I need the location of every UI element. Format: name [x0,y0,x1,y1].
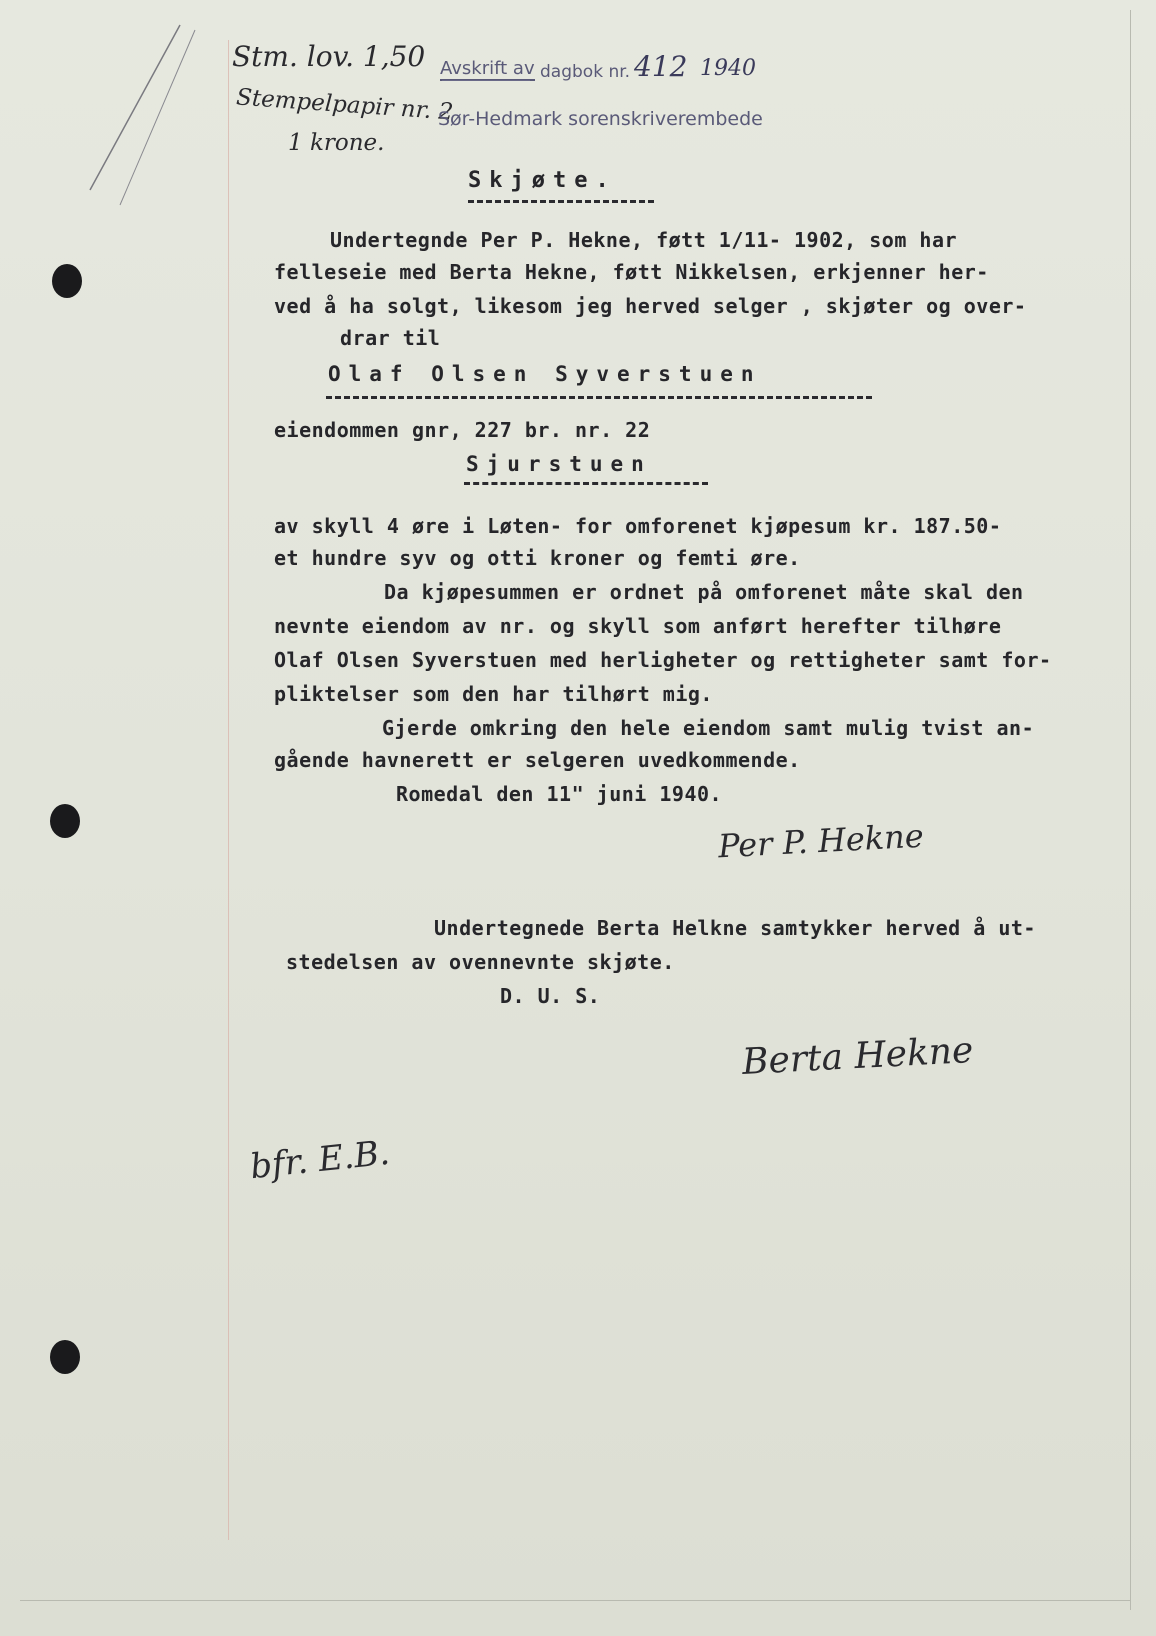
stamp-number: 412 [634,50,688,83]
punch-hole-top [52,264,82,298]
para2-line3: Da kjøpesummen er ordnet på omforenet måte skal den [384,580,1024,604]
margin-line [228,40,229,1540]
title-underline [468,200,654,203]
para1-line2: felleseie med Berta Hekne, føtt Nikkelsen, erkjenner her- [274,260,989,284]
para1-line3: ved å ha solgt, likesom jeg herved selger , skjøter og over- [274,294,1027,318]
handwritten-fee: Stm. lov. 1,50 [232,40,426,73]
page-edge-right [1130,10,1131,1610]
para1-line4: drar til [340,326,441,350]
handwritten-stamp-paper: Stempelpapir nr. 2 [235,84,455,126]
para2-line7: Gjerde omkring den hele eiendom samt mulig tvist an- [382,716,1035,740]
signature-spouse: Berta Hekne [741,1029,975,1084]
punch-hole-bottom [50,1340,80,1374]
stamp-dagbok: dagbok nr. [540,62,631,82]
para2-line8: gående havnerett er selgeren uvedkommende. [274,748,801,772]
property-name: Sjurstuen [466,452,652,476]
pencil-strokes [60,20,200,210]
para2-line2: et hundre syv og otti kroner og femti øre. [274,546,801,570]
consent-line1: Undertegnede Berta Helkne samtykker herved å ut- [434,916,1036,940]
buyer-name: Olaf Olsen Syverstuen [328,362,762,386]
consent-line2: stedelsen av ovennevnte skjøte. [286,950,675,974]
para2-line6: pliktelser som den har tilhørt mig. [274,682,713,706]
stamp-strike [442,80,530,85]
stamp-year: 1940 [700,56,756,81]
place-date: Romedal den 11" juni 1940. [396,782,723,806]
para1-line1: Undertegnde Per P. Hekne, føtt 1/11- 1902, som har [330,228,958,252]
signature-seller: Per P. Hekne [717,816,925,866]
stamp-avskrift: Avskrift av [440,58,535,79]
certified-mark: bfr. E.B. [248,1132,392,1188]
buyer-underline [326,396,872,399]
para2-line4: nevnte eiendom av nr. og skyll som anført herefter tilhøre [274,614,1002,638]
property-line: eiendommen gnr, 227 br. nr. 22 [274,418,651,442]
page-edge-bottom [20,1600,1130,1601]
para2-line5: Olaf Olsen Syverstuen med herligheter og rettigheter samt for- [274,648,1052,672]
stamp-office: Sør-Hedmark sorenskriverembede [438,108,763,130]
document-title: Skjøte. [468,168,617,193]
para2-line1: av skyll 4 øre i Løten- for omforenet kjøpesum kr. 187.50- [274,514,1002,538]
property-underline [464,482,708,485]
handwritten-stamp-value: 1 krone. [288,130,385,156]
dus-line: D. U. S. [500,984,601,1008]
punch-hole-middle [50,804,80,838]
